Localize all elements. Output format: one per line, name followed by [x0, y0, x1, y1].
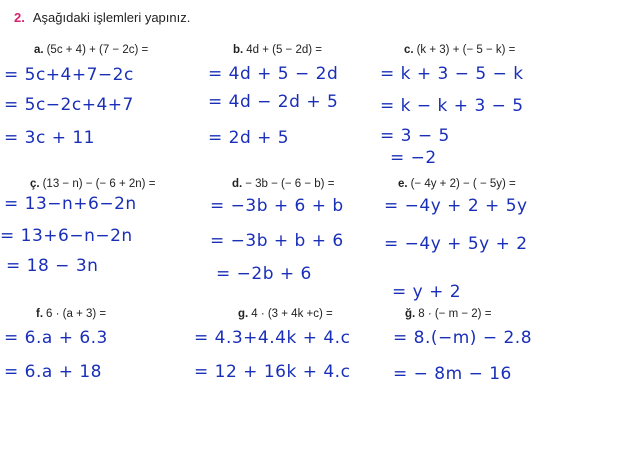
- solution-step: = 4d + 5 − 2d: [208, 64, 339, 84]
- problem-c: [380, 42, 604, 168]
- problem-g-breve: [393, 306, 605, 384]
- solution-step: = − 8m − 16: [393, 364, 512, 384]
- problem-expression: 8 · (− m − 2) =: [418, 308, 492, 320]
- solution-step: = −4y + 5y + 2: [384, 234, 528, 254]
- problem-c-cedilla: [0, 176, 230, 276]
- solution-step: = 4.3+4.4k + 4.c: [194, 328, 351, 348]
- problem-label: g.: [238, 308, 249, 320]
- solution-step: = y + 2: [392, 282, 462, 302]
- problem-label: ğ.: [405, 308, 416, 320]
- solution-step: = k + 3 − 5 − k: [380, 64, 524, 84]
- solution-step: = 6.a + 18: [4, 362, 102, 382]
- problem-label: b.: [233, 44, 244, 56]
- solution-step: = 12 + 16k + 4.c: [194, 362, 351, 382]
- problem-statement: [233, 42, 433, 58]
- exercise-header: [14, 10, 190, 25]
- solution-step: = −3b + b + 6: [210, 231, 344, 251]
- solution-step: = 13+6−n−2n: [0, 226, 133, 246]
- solution-step: = −3b + 6 + b: [210, 196, 344, 216]
- solution-step: = 8.(−m) − 2.8: [393, 328, 533, 348]
- solution-step: = 5c−2c+4+7: [4, 95, 134, 115]
- problem-statement: [30, 176, 230, 192]
- problem-statement: [36, 306, 236, 322]
- problem-label: a.: [34, 44, 44, 56]
- problem-expression: (13 − n) − (− 6 + 2n) =: [42, 178, 156, 190]
- solution-step: = 4d − 2d + 5: [208, 92, 339, 112]
- problem-expression: (k + 3) + (− 5 − k) =: [416, 44, 516, 56]
- solution-step: = 2d + 5: [208, 128, 290, 148]
- problem-f: [4, 306, 236, 382]
- problem-label: e.: [398, 178, 408, 190]
- solution-step: = 6.a + 6.3: [4, 328, 108, 348]
- solution-step: = 3 − 5: [380, 126, 450, 146]
- solution-step: = 3c + 11: [4, 128, 95, 148]
- problem-statement: [30, 42, 230, 58]
- solution-step: = −2b + 6: [216, 264, 312, 284]
- solution-step: = 5c+4+7−2c: [4, 65, 134, 85]
- solution-step: = 13−n+6−2n: [4, 194, 137, 214]
- problem-expression: 4 · (3 + 4k +c) =: [251, 308, 333, 320]
- problem-label: c.: [404, 44, 414, 56]
- problem-expression: (5c + 4) + (7 − 2c) =: [46, 44, 149, 56]
- problem-label: ç.: [30, 178, 40, 190]
- problem-expression: 6 · (a + 3) =: [46, 308, 107, 320]
- problem-expression: − 3b − (− 6 − b) =: [245, 178, 335, 190]
- problem-label: f.: [36, 308, 44, 320]
- exercise-instruction: Aşağıdaki işlemleri yapınız.: [32, 10, 191, 25]
- solution-step: = 18 − 3n: [6, 256, 99, 276]
- problem-statement: [398, 176, 598, 192]
- solution-step: = k − k + 3 − 5: [380, 96, 524, 116]
- problem-label: d.: [232, 178, 243, 190]
- solution-step: = −4y + 2 + 5y: [384, 196, 528, 216]
- problem-e: [384, 176, 598, 302]
- solution-step: = −2: [390, 148, 437, 168]
- problem-a: [4, 42, 230, 148]
- problem-expression: (− 4y + 2) − ( − 5y) =: [410, 178, 516, 190]
- problem-statement: [404, 42, 604, 58]
- problem-expression: 4d + (5 − 2d) =: [246, 44, 322, 56]
- exercise-number: 2.: [14, 10, 25, 25]
- problem-statement: [405, 306, 605, 322]
